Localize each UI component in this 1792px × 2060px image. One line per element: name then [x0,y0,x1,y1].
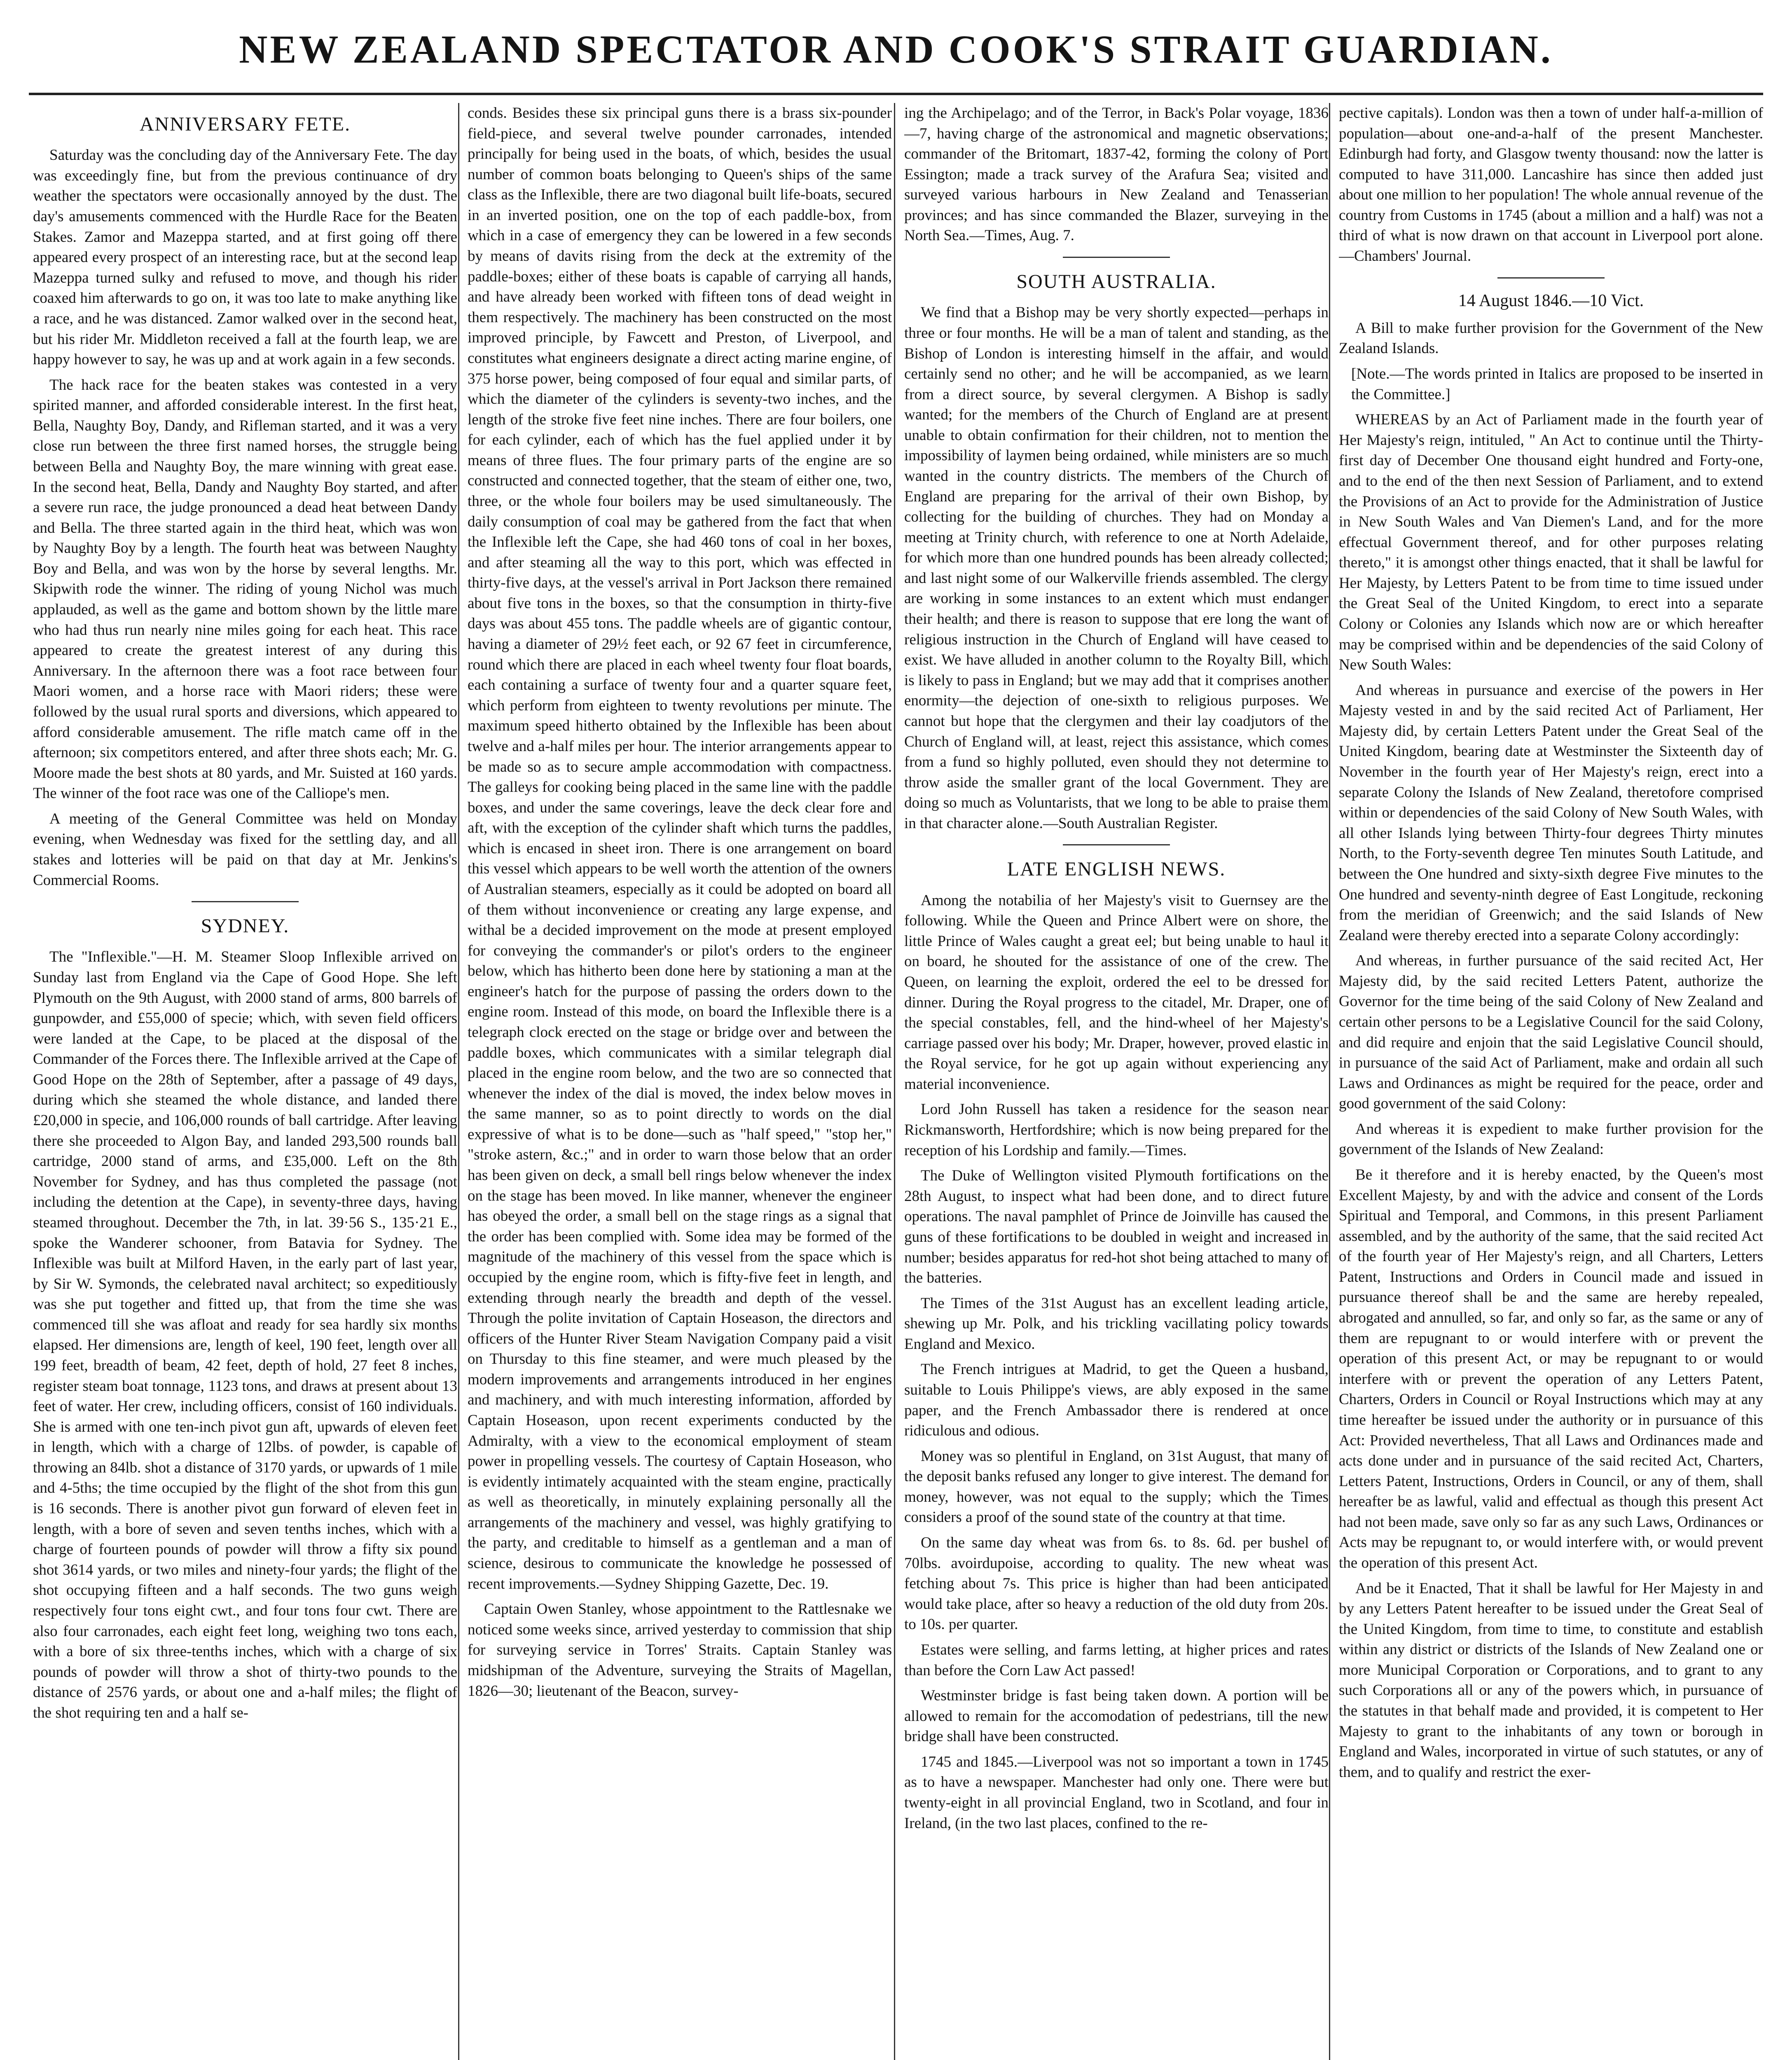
paragraph: And whereas, in further pursuance of the said recited Act, Her Majesty did, by the said recited Letters Patent, authorize the Governor for the time being of the said Colony of New Zealand and certain other persons to be a Legislative Council for the said Colony, and did require and enjoin that the said Legislative Council should, in pursuance of the said Act of Parliament, make and ordain all such Laws and Ordinances as might be required for the peace, order and good government of the said Colony: [1339,952,1763,1112]
column-rule-3 [1329,103,1330,2060]
paragraph: And whereas it is expedient to make further provision for the government of the Islands of New Zealand: [1339,1120,1763,1158]
column-rule-2 [894,103,895,2060]
section-divider [1497,277,1605,279]
bill-title: A Bill to make further provision for the Government of the New Zealand Islands. [1339,319,1763,357]
heading-sydney: SYDNEY. [201,915,290,937]
paragraph: Lord John Russell has taken a residence for the season near Rickmansworth, Hertfordshire; which is now being prepared for the reception of his Lordship and family.—Times. [904,1101,1329,1159]
paragraph: And be it Enacted, That it shall be lawful for Her Majesty in and by any Letters Patent hereafter to be issued under the Great Seal of the United Kingdom, from time to time, to constitute and establish within any district or districts of the Islands of New Zealand one or more Municipal Corporation or Corporations, and to grant to any such Corporations all or any of the powers which, in pursuance of the statutes in that behalf made and provided, it is competent to Her Majesty to grant to the inhabitants of any town or borough in England and Wales, incorporated in virtue of such statutes, or any of them, and to qualify and restrict the exer- [1339,1580,1763,1781]
paragraph: 1745 and 1845.—Liverpool was not so important a town in 1745 as to have a newspaper. Manchester had only one. There were but twenty-eight in all provincial England, two in Scotland, and four in Ireland, (in the two last places, confined to the re- [904,1753,1329,1832]
column-1 [33,103,457,2060]
column-2 [468,103,892,2060]
paragraph: A meeting of the General Committee was held on Monday evening, when Wednesday was fixed for the settling day, and all stakes and lotteries will be paid on that day at Mr. Jenkins's Commercial Rooms. [33,810,457,889]
paragraph: The French intrigues at Madrid, to get the Queen a husband, suitable to Louis Philippe's views, are ably exposed in the same paper, and the French Ambassador there is rendered at once ridiculous and odious. [904,1361,1329,1440]
paragraph: Captain Owen Stanley, whose appointment to the Rattlesnake we noticed some weeks since, arrived yesterday to commission that ship for surveying service in Torres' Straits. Captain Stanley was midshipman of the Adventure, surveying the Straits of Magellan, 1826—30; lieutenant of the Beacon, survey- [468,1601,892,1700]
paragraph: WHEREAS by an Act of Parliament made in the fourth year of Her Majesty's reign, intituled, " An Act to continue until the Thirty-first day of December One thousand eight hundred and Forty-one, and to the end of the then next Session of Parliament, and to extend the Provisions of an Act to provide for the Administration of Justice in New South Wales and Van Diemen's Land, and for the more effectual Government thereof, and for other purposes relating thereto," it is amongst other things enacted, that it shall be lawful for Her Majesty, by Letters Patent to be from time to time issued under the Great Seal of the United Kingdom, to erect into a separate Colony or Colonies any Islands which now are or which hereafter may be comprised within and be dependencies of the said Colony of New South Wales: [1339,411,1763,674]
paragraph: The Duke of Wellington visited Plymouth fortifications on the 28th August, to inspect what had been done, and to direct future operations. The naval pamphlet of Prince de Joinville has caused the guns of these fortifications to be doubled in weight and increased in number; besides apparatus for red-hot shot being attached to many of the batteries. [904,1167,1329,1287]
paragraph: ing the Archipelago; and of the Terror, in Back's Polar voyage, 1836—7, having charge of the astronomical and magnetic observations; commander of the Britomart, 1837-42, forming the colony of Port Essington; made a track survey of the Arafura Sea; visited and surveyed various harbours in New Zealand and Tenasserian provinces; and has since commanded the Blazer, surveying in the North Sea.—Times, Aug. 7. [904,105,1329,244]
heading-late-english-news: LATE ENGLISH NEWS. [1007,858,1226,880]
paragraph: Be it therefore and it is hereby enacted, by the Queen's most Excellent Majesty, by and with the advice and consent of the Lords Spiritual and Temporal, and Commons, in this present Parliament assembled, and by the authority of the same, that the said recited Act of the fourth year of Her Majesty's reign, and all Charters, Letters Patent, Instructions and Orders in Council made and issued in pursuance thereof shall be and the same are hereby repealed, abrogated and annulled, so far, and only so far, as the same or any of them are repugnant to or would interfere with or prevent the operation of this present Act, or may be repugnant to or would interfere with or prevent the operation of any Letters Patent, Charters, Orders in Council or Royal Instructions which may at any time hereafter be issued under the authority or in pursuance of this Act: Provided nevertheless, That all Laws and Ordinances made and acts done under and in pursuance of the said recited Act, Charters, Letters Patent, Instructions, Orders in Council, or any of them, shall hereafter be as lawful, valid and effectual as though this present Act had not been made, save only so far as any such Laws, Ordinances or Acts may be repugnant to, or would interfere with, or would prevent the operation of this present Act. [1339,1166,1763,1571]
section-divider [1063,257,1170,258]
paragraph: And whereas in pursuance and exercise of the powers in Her Majesty vested in and by the said recited Act of Parliament, Her Majesty did, by certain Letters Patent under the Great Seal of the United Kingdom, bearing date at Westminster the Sixteenth day of November in the fourth year of Her Majesty's reign, erect into a separate Colony the Islands of New Zealand, theretofore comprised within or dependencies of the said Colony of New South Wales, with all other Islands lying between Thirty-four degrees Thirty minutes North, to the Forty-seventh degree Ten minutes South Latitude, and between the One hundred and sixty-sixth degree Five minutes to the One hundred and seventy-ninth degree of East Longitude, reckoning from the meridian of Greenwich; and the said Islands of New Zealand were thereby erected into a separate Colony accordingly: [1339,681,1763,944]
column-4 [1339,103,1763,2060]
paragraph: conds. Besides these six principal guns there is a brass six-pounder field-piece, and several twelve pounder carronades, intended principally for being used in the boats, of which, besides the usual number of common boats belonging to Queen's ships of the same class as the Inflexible, there are two diagonal built life-boats, secured in an inverted position, one on the top of each paddle-box, from which in a case of emergency they can be lowered in a few seconds by means of davits rising from the deck at the extremity of the paddle-boxes; either of these boats is capable of carrying all hands, and have already been worked with fifteen tons of dead weight in them respectively. The machinery has been constructed on the most improved principle, by Fawcett and Preston, of Liverpool, and constitutes what engineers designate a direct acting marine engine, of 375 horse power, being composed of four equal and similar parts, of which the diameter of the cylinders is seventy-two inches, and the length of the stroke five feet nine inches. There are four boilers, one for each cylinder, each of which has the fuel applied under it by means of three flues. The four primary parts of the engine are so constructed and connected together, that the steam of either one, two, three, or the whole four boilers may be used simultaneously. The daily consumption of coal may be gathered from the fact that when the Inflexible left the Cape, she had 460 tons of coal in her boxes, and after steaming all the way to this port, which was effected in thirty-five days, at the vessel's arrival in Port Jackson there remained about five tons in the boxes, so that the consumption in thirty-five days was about 455 tons. The paddle wheels are of gigantic contour, having a diameter of 29½ feet each, or 92 67 feet in circumference, round which there are placed in each wheel twenty four float boards, each containing a surface of twenty four and a quarter square feet, which perform from eighteen to twenty revolutions per minute. The maximum speed hitherto obtained by the Inflexible has been about twelve and a-half miles per hour. The interior arrangements appear to be made so as to secure ample accommodation with compactness. The galleys for cooking being placed in the same line with the paddle boxes, and under the same coverings, leave the deck clear fore and aft, with the exception of the cylinder shaft which turns the paddles, which is encased in sheet iron. There is one arrangement on board this vessel which appears to be well worth the attention of the owners of Australian steamers, especially as it could be adopted on board all of them without inconvenience or creating any large expense, and withal be a decided improvement on the mode at present employed for conveying the commander's or pilot's orders to the engineer below, which has hitherto been done here by stationing a man at the engineer's hatch for the purpose of passing the orders down to the engine room. Instead of this mode, on board the Inflexible there is a telegraph clock erected on the stage or bridge over and between the paddle boxes, which communicates with a similar telegraph dial placed in the engine room below, and the two are so connected that whenever the index of the dial is moved, the index below moves in the same manner, so as to point directly to words on the dial expressive of what is to be done—such as "half speed," "stop her," "stroke astern, &c.;" and in order to warn those below that an order has been given on deck, a small bell rings below whenever the index on the stage has been moved. In like manner, whenever the engineer has obeyed the order, a small bell on the stage rings as a signal that the order has been complied with. Some idea may be formed of the magnitude of the machinery of this vessel from the space which is occupied by the engine room, which is fifty-five feet in length, and extending through nearly the breadth and depth of the vessel. Through the polite invitation of Captain Hoseason, the directors and officers of the Hunter River Steam Navigation Company paid a visit on Thursday to this fine steamer, and were much pleased by the modern improvements and arrangements introduced in her engines and machinery, and with much interesting information, afforded by Captain Hoseason, upon recent experiments conducted by the Admiralty, with a view to the economical employment of steam power in propelling vessels. The courtesy of Captain Hoseason, who is evidently intimately acquainted with the steam engine, practically as well as theoretically, in minutely explaining personally all the arrangements of the machinery and vessel, was highly gratifying to the party, and creditable to himself as a gentleman and a man of science, desirous to communicate the knowledge he possessed of recent improvements.—Sydney Shipping Gazette, Dec. 19. [468,105,892,1592]
paragraph: On the same day wheat was from 6s. to 8s. 6d. per bushel of 70lbs. avoirdupoise, according to quality. The new wheat was fetching about 7s. This price is higher than had been anticipated would take place, after so heavy a reduction of the old duty from 20s. to 10s. per quarter. [904,1534,1329,1633]
heading-south-australia: SOUTH AUSTRALIA. [1016,271,1217,293]
paragraph: Westminster bridge is fast being taken down. A portion will be allowed to remain for the accomodation of pedestrians, till the new bridge shall have been constructed. [904,1687,1329,1745]
paragraph: Money was so plentiful in England, on 31st August, that many of the deposit banks refused any longer to give interest. The demand for money, however, was not equal to the supply; which the Times considers a proof of the sound state of the country at that time. [904,1447,1329,1526]
column-3 [904,103,1329,2060]
section-divider [1063,844,1170,845]
heading-anniversary-fete: ANNIVERSARY FETE. [139,113,351,135]
paragraph: The hack race for the beaten stakes was contested in a very spirited manner, and afforded considerable interest. In the first heat, Bella, Naughty Boy, Dandy, and Rifleman started, and it was a very close run between the three first named horses, the struggle being between Bella and Naughty Boy, the mare winning with great ease. In the second heat, Bella, Dandy and Naughty Boy started, and after a severe run race, the judge pronounced a dead heat between Dandy and Bella. The three started again in the third heat, which was won by Naughty Boy by a length. The fourth heat was between Naughty Boy and Bella, and was won by the horse by several lengths. Mr. Skipwith rode the winner. The riding of young Nichol was much applauded, as well as the game and bottom shown by the little mare who had thus run nearly nine miles going for each heat. This race appeared to create the greatest interest of any during this Anniversary. In the afternoon there was a foot race between four Maori women, and a horse race with Maori riders; these were followed by the usual rural sports and diversions, which appeared to afford considerable amusement. The rifle match came off in the afternoon; six competitors entered, and after three shots each; Mr. G. Moore made the best shots at 80 yards, and Mr. Suisted at 160 yards. The winner of the foot race was one of the Calliope's men. [33,376,457,802]
paragraph: Estates were selling, and farms letting, at higher prices and rates than before the Corn Law Act passed! [904,1641,1329,1679]
masthead [29,25,1763,82]
paragraph: We find that a Bishop may be very shortly expected—perhaps in three or four months. He will be a man of talent and standing, as the Bishop of London is interesting himself in the affair, and would certainly send no other; and he will be accompanied, as we learn from a direct source, by several clergymen. A Bishop is sadly wanted; for the members of the Church of England are at present unable to obtain confirmation for their children, not to mention the impossibility of laymen being ordained, while ministers are so much wanted in the country districts. The members of the Church of England are preparing for the arrival of their own Bishop, by collecting for the building of churches. They had on Monday a meeting at Trinity church, with reference to one at North Adelaide, for which more than one hundred pounds has been already collected; and last night some of our Walkerville friends assembled. The clergy are working in some instances to an extent which must endanger their health; and there is reason to suppose that ere long the want of religious instruction in the Church of England will have ceased to exist. We have alluded in another column to the Royalty Bill, which is likely to pass in England; but we may add that it comprises another enormity—the dejection of one-sixth to religious purposes. We cannot but hope that the clergymen and their lay coadjutors of the Church of England will, at least, reject this assistance, which comes from a fund so highly polluted, even should they not determine to throw aside the smaller grant of the local Government. They are doing so much as Voluntarists, that we long to be able to praise them in that character alone.—South Australian Register. [904,304,1329,832]
column-rule-1 [458,103,459,2060]
bill-note: [Note.—The words printed in Italics are proposed to be inserted in the Committee.] [1351,365,1763,403]
paragraph: pective capitals). London was then a town of under half-a-million of population—about one-and-a-half of the present Manchester. Edinburgh had forty, and Glasgow twenty thousand: now the latter is computed to have 311,000. Lancashire has since then added just about one million to her population! The whole annual revenue of the country from Customs in 1745 (about a million and a half) was not a third of what is now drawn on that account in Liverpool port alone.—Chambers' Journal. [1339,105,1763,265]
masthead-rule [29,93,1763,95]
paragraph: The Times of the 31st August has an excellent leading article, shewing up Mr. Polk, and his trickling vacillating policy towards England and Mexico. [904,1295,1329,1353]
paragraph: Among the notabilia of her Majesty's visit to Guernsey are the following. While the Queen and Prince Albert were on shore, the little Prince of Wales caught a great eel; but being unable to haul it on board, he shouted for the assistance of one of the crew. The Queen, on learning the exploit, ordered the eel to be dressed for dinner. During the Royal progress to the citadel, Mr. Draper, one of the special constables, fell, and the hind-wheel of her Majesty's carriage passed over his body; Mr. Draper, however, proved elastic in the Royal service, for he got up again without experiencing any material inconvenience. [904,892,1329,1093]
paragraph: Saturday was the concluding day of the Anniversary Fete. The day was exceedingly fine, but from the previous continuance of dry weather the spectators were occasionally annoyed by the dust. The day's amusements commenced with the Hurdle Race for the Beaten Stakes. Zamor and Mazeppa started, and at first going off there appeared every prospect of an interesting race, but at the second leap Mazeppa turned sulky and refused to move, and though his rider coaxed him afterwards to go on, it was too late to make anything like a race, and he was distanced. Zamor walked over in the second heat, but his rider Mr. Middleton received a fall at the fourth leap, we are happy however to say, he was up and at work again in a few seconds. [33,147,457,368]
heading-bill-date: 14 August 1846.—10 Vict. [1458,291,1644,310]
section-divider [192,901,299,902]
paragraph: The "Inflexible."—H. M. Steamer Sloop Inflexible arrived on Sunday last from England via the Cape of Good Hope. She left Plymouth on the 9th August, with 2000 stand of arms, 800 barrels of gunpowder, and £55,000 of specie; which, with seven field officers were landed at the Cape, to be placed at the disposal of the Commander of the Forces there. The Inflexible arrived at the Cape of Good Hope on the 28th of September, after a passage of 49 days, during which she steamed the whole distance, and landed there £20,000 in specie, and 106,000 rounds of ball cartridge. After leaving there she proceeded to Algon Bay, and landed 293,500 rounds ball cartridge, 2000 stand of arms, and £35,000. Left on the 8th November for Sydney, and has thus completed the passage (not including the detention at the Cape), in seventy-three days, having steamed throughout. December the 7th, in lat. 39·56 S., 135·21 E., spoke the Wanderer schooner, from Batavia for Sydney. The Inflexible was built at Milford Haven, in the early part of last year, by Sir W. Symonds, the celebrated naval architect; so expeditiously was she put together and fitted up, that from the time she was commenced till she was afloat and ready for sea hardly six months elapsed. Her dimensions are, length of keel, 190 feet, length over all 199 feet, breadth of beam, 42 feet, depth of hold, 27 feet 8 inches, register steam boat tonnage, 1123 tons, and draws at present about 13 feet of water. Her crew, including officers, consist of 160 individuals. She is armed with one ten-inch pivot gun aft, upwards of eleven feet in length, which with a charge of 12lbs. of powder, is capable of throwing an 84lb. shot a distance of 3170 yards, or upwards of 1 mile and 4-5ths; the time occupied by the flight of the shot from this gun is 16 seconds. There is another pivot gun forward of eleven feet in length, with a bore of seven and seven tenths inches, which with a charge of fourteen pounds of powder will throw a fifty six pound shot 3614 yards, or two miles and ninety-four yards; the flight of the shot occupying fifteen and a half seconds. The two guns weigh respectively four tons eight cwt., and four tons four cwt. There are also four carronades, each eight feet long, weighing two tons each, with a bore of six three-tenths inches, which with a charge of six pounds of powder will throw a shot of thirty-two pounds to the distance of 2576 yards, or about one and a-half miles; the flight of the shot requiring ten and a half se- [33,948,457,1721]
newspaper-title: NEW ZEALAND SPECTATOR AND COOK'S STRAIT GUARDIAN. [239,27,1553,71]
